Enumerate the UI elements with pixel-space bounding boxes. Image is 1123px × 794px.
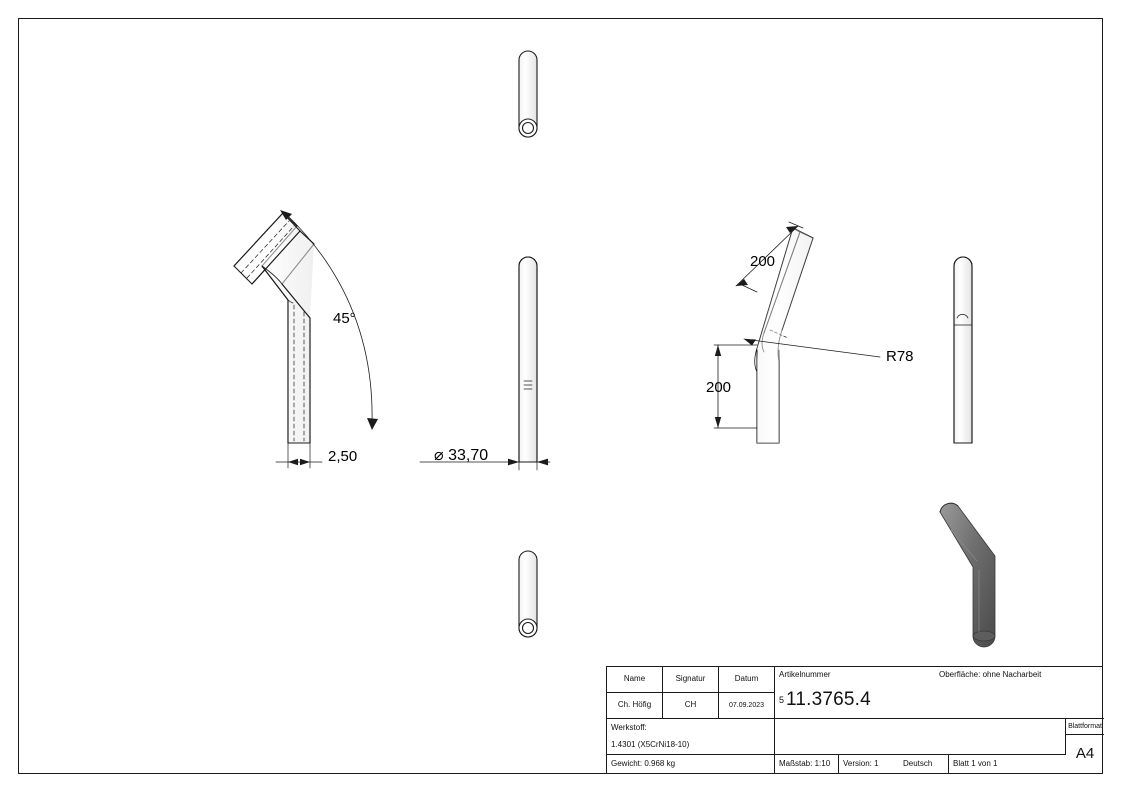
view-top — [519, 51, 537, 137]
annotation-leg-length-top: 200 — [750, 253, 776, 270]
article-number: 11.3765.4 — [786, 689, 871, 711]
article-number-value — [775, 683, 1104, 719]
title-block — [606, 666, 1103, 774]
view-far-right-flat — [954, 257, 972, 443]
weight-value: Gewicht: 0.968 kg — [607, 755, 775, 773]
material-value: 1.4301 (X5CrNi18-10) — [607, 737, 775, 755]
sheet-count-value: Blatt 1 von 1 — [953, 758, 998, 768]
version-value: Version: 1 — [843, 758, 879, 768]
annotation-diameter: ⌀ 33,70 — [434, 447, 489, 464]
titleblock-empty-cell — [775, 719, 1066, 755]
surface-label: Oberfläche: ohne Nacharbeit — [939, 669, 1042, 679]
td-name: Ch. Höfig — [607, 693, 663, 719]
td-signature: CH — [663, 693, 719, 719]
sheet-format-label: Blattformat — [1066, 719, 1104, 735]
view-bottom — [519, 551, 537, 637]
view-front-bent-tube — [234, 213, 314, 443]
sheet-format-value: A4 — [1075, 744, 1095, 762]
th-name: Name — [607, 667, 663, 693]
th-date: Datum — [719, 667, 775, 693]
annotation-wall-thickness: 2,50 — [328, 448, 358, 465]
material-label: Werkstoff: — [607, 719, 775, 737]
annotation-angle: 45° — [333, 310, 356, 327]
view-isometric-solid — [940, 503, 995, 647]
th-signature: Signatur — [663, 667, 719, 693]
article-number-prefix: 5 — [779, 694, 785, 705]
annotation-leg-length-bottom: 200 — [706, 379, 732, 396]
annotation-bend-radius: R78 — [886, 348, 914, 365]
scale-value: Maßstab: 1:10 — [775, 755, 839, 773]
article-number-label: Artikelnummer — [779, 669, 831, 679]
language-value: Deutsch — [899, 755, 949, 773]
view-side-straight — [519, 257, 537, 462]
dimension-wall-thickness — [276, 443, 322, 468]
td-date: 07.09.2023 — [719, 693, 775, 719]
